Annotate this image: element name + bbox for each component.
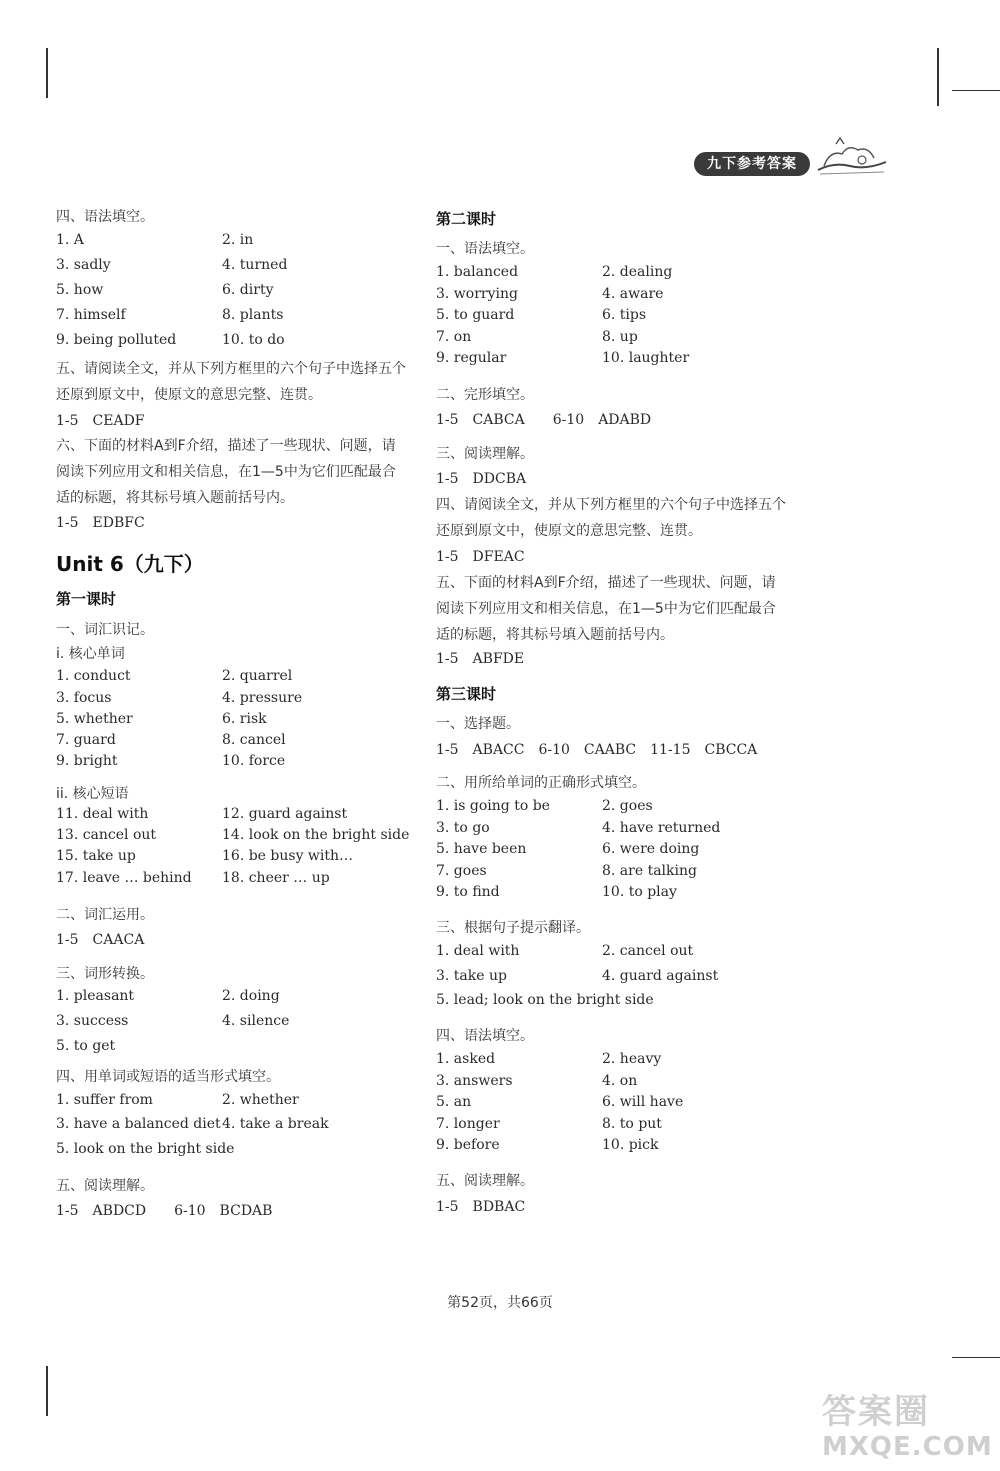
section-heading: 四、用单词或短语的适当形式填空。 (56, 1069, 280, 1085)
answer-item: 7. guard (56, 732, 116, 748)
answer-line: 1-5 CEADF (56, 413, 145, 429)
answer-item: 6. will have (602, 1094, 684, 1110)
answer-item: 5. an (436, 1094, 472, 1110)
crop-mark (952, 90, 1000, 91)
answer-item: 17. leave … behind (56, 870, 192, 886)
answer-item: 11. deal with (56, 806, 149, 822)
lesson-title: 第二课时 (436, 210, 497, 228)
answer-item: 10. to do (222, 332, 285, 348)
answer-item: 4. have returned (602, 820, 721, 836)
answer-item: 1. pleasant (56, 988, 135, 1004)
answer-line: 1-5 ABACC 6-10 CAABC 11-15 CBCCA (436, 742, 758, 758)
section-instruction: 五、请阅读全文，并从下列方框里的六个句子中选择五个还原到原文中，使原文的意思完整、连贯。 (56, 361, 406, 403)
answer-item: 1. asked (436, 1051, 496, 1067)
section-instruction: 四、请阅读全文，并从下列方框里的六个句子中选择五个还原到原文中，使原文的意思完整、连贯。 (436, 497, 786, 539)
answer-item: 3. focus (56, 690, 112, 706)
section-heading: 三、阅读理解。 (436, 446, 534, 462)
crop-mark (46, 1366, 48, 1416)
answer-item: 4. silence (222, 1013, 290, 1029)
section-heading: 三、根据句子提示翻译。 (436, 920, 590, 936)
section-heading: 一、选择题。 (436, 716, 520, 732)
answer-line: 1-5 DDCBA (436, 471, 527, 487)
watermark-cn: 答案圈 (822, 1392, 930, 1432)
answer-line: 1-5 BDBAC (436, 1199, 526, 1215)
answer-item: 3. success (56, 1013, 129, 1029)
answer-item: 5. how (56, 282, 104, 298)
answer-item: 8. up (602, 329, 638, 345)
answer-item: 6. dirty (222, 282, 274, 298)
answer-item: 5. look on the bright side (56, 1141, 235, 1157)
answer-item: 1. balanced (436, 264, 519, 280)
watermark-en: MXQE.COM (822, 1432, 993, 1462)
unit-title: Unit 6（九下） (56, 552, 204, 576)
answer-item: 9. to find (436, 884, 500, 900)
answer-item: 10. pick (602, 1137, 659, 1153)
crop-mark (937, 48, 939, 106)
answer-item: 1. conduct (56, 668, 131, 684)
crop-mark (46, 48, 48, 98)
answer-item: 7. longer (436, 1116, 500, 1132)
answer-item: 3. answers (436, 1073, 513, 1089)
answer-item: 2. dealing (602, 264, 673, 280)
answer-item: 4. pressure (222, 690, 303, 706)
watermark (822, 1384, 993, 1462)
answer-item: 3. to go (436, 820, 490, 836)
answer-item: 18. cheer … up (222, 870, 330, 886)
answer-item: 3. take up (436, 968, 507, 984)
answer-line: 1-5 EDBFC (56, 515, 145, 531)
answer-item: 9. bright (56, 753, 118, 769)
answer-item: 12. guard against (222, 806, 348, 822)
answer-item: 6. were doing (602, 841, 700, 857)
section-instruction: 五、下面的材料A到F介绍，描述了一些现状、问题，请阅读下列应用文和相关信息，在1—5中为它们匹配最合适的标题，将其标号填入题前括号内。 (436, 575, 776, 643)
answer-item: 1. A (56, 232, 84, 248)
answer-item: 1. is going to be (436, 798, 550, 814)
answer-line: 1-5 CAACA (56, 932, 145, 948)
answer-item: 6. tips (602, 307, 647, 323)
lesson-title: 第三课时 (436, 685, 497, 703)
answer-item: 8. plants (222, 307, 284, 323)
answer-item: 14. look on the bright side (222, 827, 410, 843)
answer-item: 4. aware (602, 286, 664, 302)
answer-item: 8. cancel (222, 732, 286, 748)
subsection-heading: i. 核心单词 (56, 646, 125, 662)
answer-item: 2. goes (602, 798, 653, 814)
lesson-title: 第一课时 (56, 590, 117, 608)
section-heading: 五、阅读理解。 (436, 1173, 534, 1189)
answer-item: 10. laughter (602, 350, 690, 366)
answer-item: 16. be busy with… (222, 848, 354, 864)
answer-item: 1. deal with (436, 943, 520, 959)
answer-item: 1. suffer from (56, 1092, 153, 1108)
answer-item: 3. have a balanced diet (56, 1116, 221, 1132)
answer-item: 4. on (602, 1073, 638, 1089)
section-instruction: 六、下面的材料A到F介绍，描述了一些现状、问题，请阅读下列应用文和相关信息，在1—5中为它们匹配最合适的标题，将其标号填入题前括号内。 (56, 438, 396, 506)
answer-line: 1-5 DFEAC (436, 549, 525, 565)
answer-item: 3. sadly (56, 257, 111, 273)
answer-line: 1-5 ABFDE (436, 651, 525, 667)
answer-item: 7. on (436, 329, 472, 345)
answer-item: 4. turned (222, 257, 288, 273)
section-heading: 一、语法填空。 (436, 241, 534, 257)
answer-item: 13. cancel out (56, 827, 157, 843)
section-heading: 二、词汇运用。 (56, 907, 154, 923)
answer-item: 4. guard against (602, 968, 719, 984)
page-number: 第52页，共66页 (447, 1295, 553, 1311)
answer-item: 2. in (222, 232, 254, 248)
answer-line: 1-5 ABDCD 6-10 BCDAB (56, 1203, 273, 1219)
section-heading: 二、用所给单词的正确形式填空。 (436, 775, 646, 791)
section-heading: 五、阅读理解。 (56, 1178, 154, 1194)
section-heading: 三、词形转换。 (56, 966, 154, 982)
section-heading: 四、语法填空。 (436, 1028, 534, 1044)
answer-item: 5. whether (56, 711, 133, 727)
section-heading: 二、完形填空。 (436, 387, 534, 403)
answer-item: 7. goes (436, 863, 487, 879)
answer-item: 7. himself (56, 307, 126, 323)
crop-mark (952, 1357, 1000, 1358)
answer-item: 5. to guard (436, 307, 515, 323)
answer-item: 5. have been (436, 841, 527, 857)
answer-item: 2. heavy (602, 1051, 662, 1067)
answer-item: 10. to play (602, 884, 677, 900)
answer-line: 1-5 CABCA 6-10 ADABD (436, 412, 652, 428)
subsection-heading: ii. 核心短语 (56, 786, 129, 802)
answer-item: 9. before (436, 1137, 500, 1153)
answer-item: 8. to put (602, 1116, 662, 1132)
answer-item: 2. cancel out (602, 943, 694, 959)
header-decoration-icon (814, 136, 890, 178)
answer-item: 2. quarrel (222, 668, 293, 684)
header-badge: 九下参考答案 (694, 152, 810, 176)
answer-item: 6. risk (222, 711, 267, 727)
answer-item: 3. worrying (436, 286, 518, 302)
answer-item: 9. regular (436, 350, 507, 366)
answer-item: 8. are talking (602, 863, 697, 879)
section-heading: 四、语法填空。 (56, 209, 154, 225)
section-heading: 一、词汇识记。 (56, 622, 154, 638)
answer-item: 2. doing (222, 988, 280, 1004)
answer-item: 9. being polluted (56, 332, 177, 348)
answer-item: 15. take up (56, 848, 136, 864)
answer-item: 5. to get (56, 1038, 116, 1054)
answer-item: 5. lead; look on the bright side (436, 992, 654, 1008)
answer-item: 4. take a break (222, 1116, 329, 1132)
answer-item: 2. whether (222, 1092, 299, 1108)
answer-item: 10. force (222, 753, 286, 769)
